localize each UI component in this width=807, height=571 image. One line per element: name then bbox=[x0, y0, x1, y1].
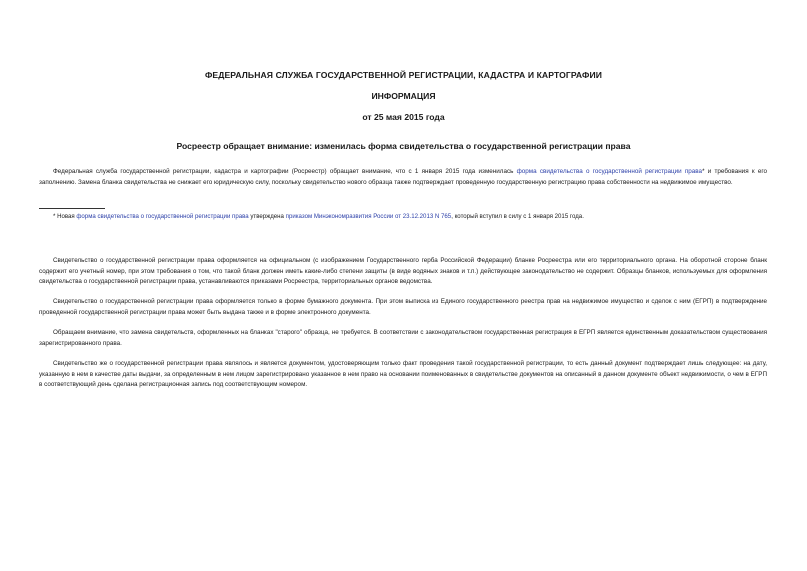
footnote-divider bbox=[39, 208, 105, 209]
document-title: Росреестр обращает внимание: изменилась форма свидетельства о государственной регистрации права bbox=[176, 141, 631, 151]
footnote-text-1: * Новая bbox=[53, 213, 77, 220]
paragraph-1-text: Федеральная служба государственной регистрации, кадастра и картографии (Росреестр) обращает внимание, что с 1 января 2015 года изменилась bbox=[53, 168, 517, 175]
footnote-text-3: , который вступил в силу с 1 января 2015 года. bbox=[451, 213, 584, 220]
paragraph-5: Свидетельство же о государственной регистрации права являлось и является документом, удостоверяющим только факт проведения такой государственной регистрации, то есть данный документ подтверждает лишь следующее: на дату, указанную в нем в качестве даты выдачи, за определенным в нем лицом зарегистрировано указанное в нем право на основании поименованных в свидетельстве документов на описанный в данном документе объект недвижимости, о чем в ЕГРП в соответствующий день сделана регистрационная запись под соответствующим номером. bbox=[39, 360, 767, 389]
paragraph-1-rest: * и требования к его заполнению. Замена бланка свидетельства не снижает его юридическую силу, поскольку свидетельство нового образца также подтверждает проведенную государственную регистрацию права собственности на недвижимое имущество. bbox=[39, 168, 767, 186]
document-type-heading: ИНФОРМАЦИЯ bbox=[371, 91, 436, 101]
footnote-order-link[interactable]: приказом Минэкономразвития России от 23.12.2013 N 765 bbox=[285, 213, 452, 220]
certificate-form-link[interactable]: форма свидетельства о государственной регистрации права bbox=[516, 168, 703, 175]
agency-heading: ФЕДЕРАЛЬНАЯ СЛУЖБА ГОСУДАРСТВЕННОЙ РЕГИСТРАЦИИ, КАДАСТРА И КАРТОГРАФИИ bbox=[204, 70, 603, 80]
paragraph-2: Свидетельство о государственной регистрации права оформляется на официальном (с изображением Государственного герба Российской Федерации) бланке Росреестра или его территориального органа. На оборотной стороне бланк содержит его учетный номер, при этом требования о том, что такой бланк должен иметь какие-либо степени защиты (в виде водяных знаков и т.п.) действующее законодательство не содержит. Образцы бланков, используемых для оформления свидетельства о государственной регистрации права, устанавливаются приказами Росреестра, территориальных органов ведомства. bbox=[39, 257, 767, 286]
document-date: от 25 мая 2015 года bbox=[362, 112, 445, 122]
footnote-form-link[interactable]: форма свидетельства о государственной регистрации права bbox=[76, 213, 249, 220]
paragraph-3: Свидетельство о государственной регистрации права оформляется только в форме бумажного документа. При этом выписка из Единого государственного реестра прав на недвижимое имущество и сделок с ним (ЕГРП) в подтверждение проведенной государственной регистрации права может быть выдана также и в форме электронного документа. bbox=[39, 298, 767, 316]
footnote-text-2: утверждена bbox=[248, 213, 286, 220]
paragraph-1 bbox=[39, 167, 767, 188]
footnote bbox=[53, 212, 584, 222]
paragraph-4: Обращаем внимание, что замена свидетельств, оформленных на бланках "старого" образца, не требуется. В соответствии с законодательством государственная регистрация в ЕГРП является единственным доказательством существования зарегистрированного права. bbox=[39, 329, 767, 347]
